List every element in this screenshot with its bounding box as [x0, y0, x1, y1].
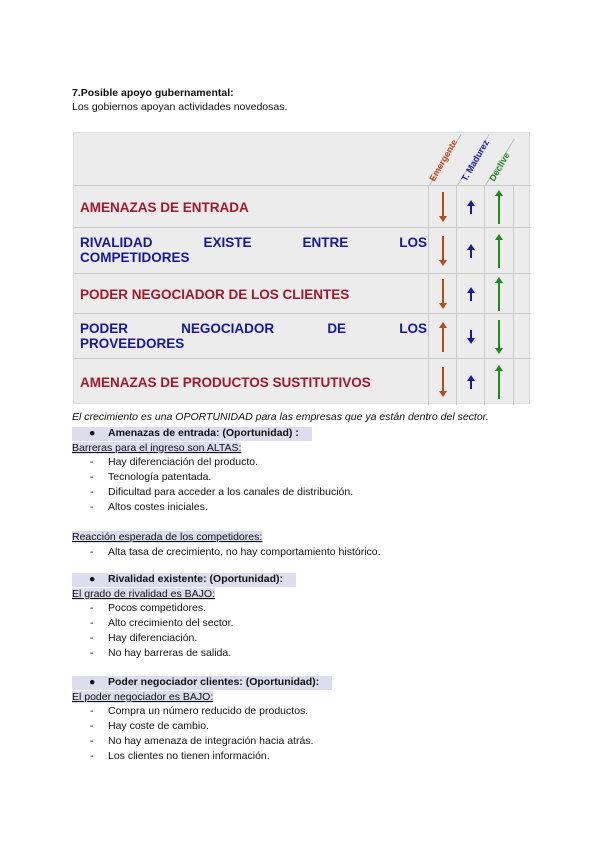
dash-marker: - — [90, 705, 94, 718]
dash-marker: - — [90, 749, 94, 762]
force-label — [80, 200, 427, 215]
arrow-cell — [428, 186, 457, 228]
list-item: Compra un número reducido de productos. — [108, 705, 309, 718]
arrow-cell — [428, 274, 457, 314]
porter-forces-table — [73, 132, 530, 404]
column-label-emergente: Emergente — [427, 137, 460, 183]
force-row — [74, 227, 531, 274]
arrow-cell — [428, 228, 457, 274]
force-label-line2: PROVEEDORES — [80, 336, 185, 351]
force-label-word: AMENAZAS DE PRODUCTOS SUSTITUTIVOS — [80, 375, 371, 390]
force-label-word: PODER — [80, 321, 129, 336]
force-label-word: EXISTE — [203, 235, 252, 250]
list-item: Alta tasa de crecimiento, no hay comportamiento histórico. — [108, 546, 381, 559]
force-row — [74, 358, 531, 405]
arrow-cell — [456, 186, 485, 228]
force-label — [80, 287, 427, 302]
arrow-cell — [484, 274, 514, 314]
arrow-cell — [456, 314, 485, 359]
arrow-cell — [456, 228, 485, 274]
sub-heading: Reacción esperada de los competidores: — [72, 531, 263, 544]
sub-heading: Barreras para el ingreso son ALTAS: — [72, 441, 242, 454]
bullet-heading: Amenazas de entrada: (Oportunidad) : — [108, 427, 299, 439]
force-label-word: AMENAZAS DE ENTRADA — [80, 200, 249, 215]
bullet-dot-icon: ● — [89, 676, 96, 688]
arrow-cell — [428, 359, 457, 405]
list-item: No hay barreras de salida. — [108, 646, 232, 659]
dash-marker: - — [90, 631, 94, 644]
dash-marker: - — [90, 646, 94, 659]
table-caption: El crecimiento es una OPORTUNIDAD para las empresas que ya están dentro del sector. — [72, 411, 489, 423]
list-item: Pocos competidores. — [108, 602, 207, 615]
section-subline: Los gobiernos apoyan actividades novedosas. — [72, 101, 288, 113]
bullet-heading: Rivalidad existente: (Oportunidad): — [108, 573, 284, 585]
arrow-cell — [484, 359, 514, 405]
force-label-word: RIVALIDAD — [80, 235, 153, 250]
sub-heading: El grado de rivalidad es BAJO: — [72, 587, 215, 600]
arrow-cell — [456, 274, 485, 314]
arrow-cell — [428, 314, 457, 359]
column-label-madurez: T. Madurez — [459, 138, 492, 183]
sub-heading: El poder negociador es BAJO: — [72, 690, 214, 703]
force-label — [80, 375, 427, 390]
force-label-word: LOS — [399, 321, 427, 336]
dash-marker: - — [90, 602, 94, 615]
section-bullet — [72, 676, 332, 690]
arrow-cell — [456, 359, 485, 405]
arrow-cell — [484, 186, 514, 228]
force-label-word: ENTRE — [302, 235, 349, 250]
list-item: Hay diferenciación del producto. — [108, 456, 259, 469]
force-label-word: DE — [327, 321, 347, 336]
dash-marker: - — [90, 546, 94, 559]
list-item: No hay amenaza de integración hacia atrás. — [108, 734, 314, 747]
dash-marker: - — [90, 500, 94, 513]
forces-table-header — [74, 133, 531, 185]
list-item: Los clientes no tienen información. — [108, 749, 270, 762]
dash-marker: - — [90, 720, 94, 733]
list-item: Hay diferenciación. — [108, 631, 198, 644]
force-label-word: LOS — [399, 235, 427, 250]
dash-marker: - — [90, 471, 94, 484]
force-label — [80, 235, 427, 265]
dash-marker: - — [90, 485, 94, 498]
force-row — [74, 313, 531, 359]
list-item: Hay coste de cambio. — [108, 720, 209, 733]
arrow-cell — [484, 314, 514, 359]
force-row — [74, 185, 531, 228]
arrow-cell — [484, 228, 514, 274]
dash-marker: - — [90, 456, 94, 469]
list-item: Alto crecimiento del sector. — [108, 617, 234, 630]
bullet-dot-icon: ● — [89, 427, 96, 439]
dash-marker: - — [90, 734, 94, 747]
bullet-dot-icon: ● — [89, 573, 96, 585]
force-label-word: PODER NEGOCIADOR DE LOS CLIENTES — [80, 287, 350, 302]
section-bullet — [72, 427, 312, 441]
force-row — [74, 273, 531, 314]
section-heading: 7.Posible apoyo gubernamental: — [72, 87, 234, 99]
dash-marker: - — [90, 617, 94, 630]
list-item: Altos costes iniciales. — [108, 500, 208, 513]
list-item: Tecnología patentada. — [108, 471, 212, 484]
force-label-word: NEGOCIADOR — [181, 321, 275, 336]
section-bullet — [72, 573, 296, 587]
column-label-declive: Declive — [487, 150, 512, 183]
force-label-line2: COMPETIDORES — [80, 250, 190, 265]
list-item: Dificultad para acceder a los canales de distribución. — [108, 485, 354, 498]
force-label — [80, 321, 427, 351]
bullet-heading: Poder negociador clientes: (Oportunidad): — [108, 676, 320, 688]
